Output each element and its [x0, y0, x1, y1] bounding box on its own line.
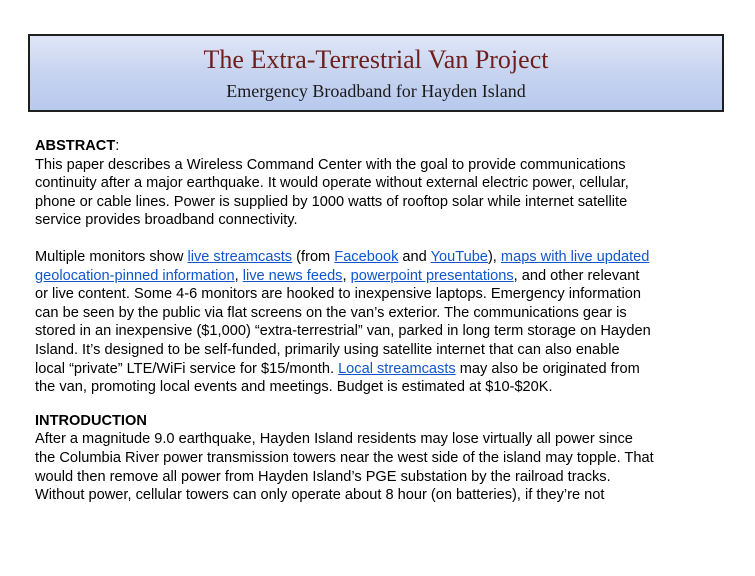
abstract-paragraph-2: Multiple monitors show live streamcasts (from Facebook and YouTube), maps with live updated geolocation-pinned information, live news feeds, powerpoint presentations, and other relevant or live content. Some 4-6 monitors are hooked to inexpensive laptops. Emergency information can be seen by the public via flat screens on the van’s exterior. The communications gear is stored in an inexpensive ($1,000) “extra-terrestrial” van, parked in long term storage on Hayden Island. It’s designed to be self-funded, primarily using satellite internet that can also enable local “private” LTE/WiFi service for $15/month. Local streamcasts may also be originated from the van, promoting local events and meetings. Budget is estimated at $10-$20K. [35, 248, 651, 396]
link-powerpoint-presentations[interactable]: powerpoint presentations [350, 267, 514, 284]
document-body [35, 137, 735, 505]
link-maps-live-updated[interactable]: maps with live updated [500, 248, 650, 265]
link-live-news-feeds[interactable]: live news feeds [242, 267, 343, 284]
link-live-streamcasts[interactable]: live streamcasts [187, 248, 293, 265]
introduction-paragraph: After a magnitude 9.0 earthquake, Hayden Island residents may lose virtually all power since the Columbia River power transmission towers near the west side of the island may topple. That would then remove all power from Hayden Island’s PGE substation by the railroad tracks. Without power, cellular towers can only operate about 8 hour (on batteries), if they’re not [35, 431, 654, 504]
document-title: The Extra-Terrestrial Van Project [203, 45, 549, 74]
title-box [28, 34, 724, 112]
abstract-p1-line: This paper describes a Wireless Command Center with the goal to provide communications [35, 156, 626, 173]
document-subtitle: Emergency Broadband for Hayden Island [226, 81, 526, 101]
abstract-p1-line: service provides broadband connectivity. [35, 212, 298, 229]
abstract-paragraph-1 [35, 156, 735, 230]
abstract-p1-line: continuity after a major earthquake. It would operate without external electric power, cellular, [35, 175, 629, 192]
link-facebook[interactable]: Facebook [334, 248, 399, 265]
link-geolocation-pinned-information[interactable]: geolocation-pinned information [35, 267, 235, 284]
link-local-streamcasts[interactable]: Local streamcasts [338, 360, 456, 377]
introduction-heading: INTRODUCTION [35, 412, 147, 429]
abstract-heading: ABSTRACT: [35, 138, 120, 154]
link-youtube[interactable]: YouTube [430, 248, 488, 265]
abstract-p1-line: phone or cable lines. Power is supplied by 1000 watts of rooftop solar while internet satellite [35, 193, 628, 210]
